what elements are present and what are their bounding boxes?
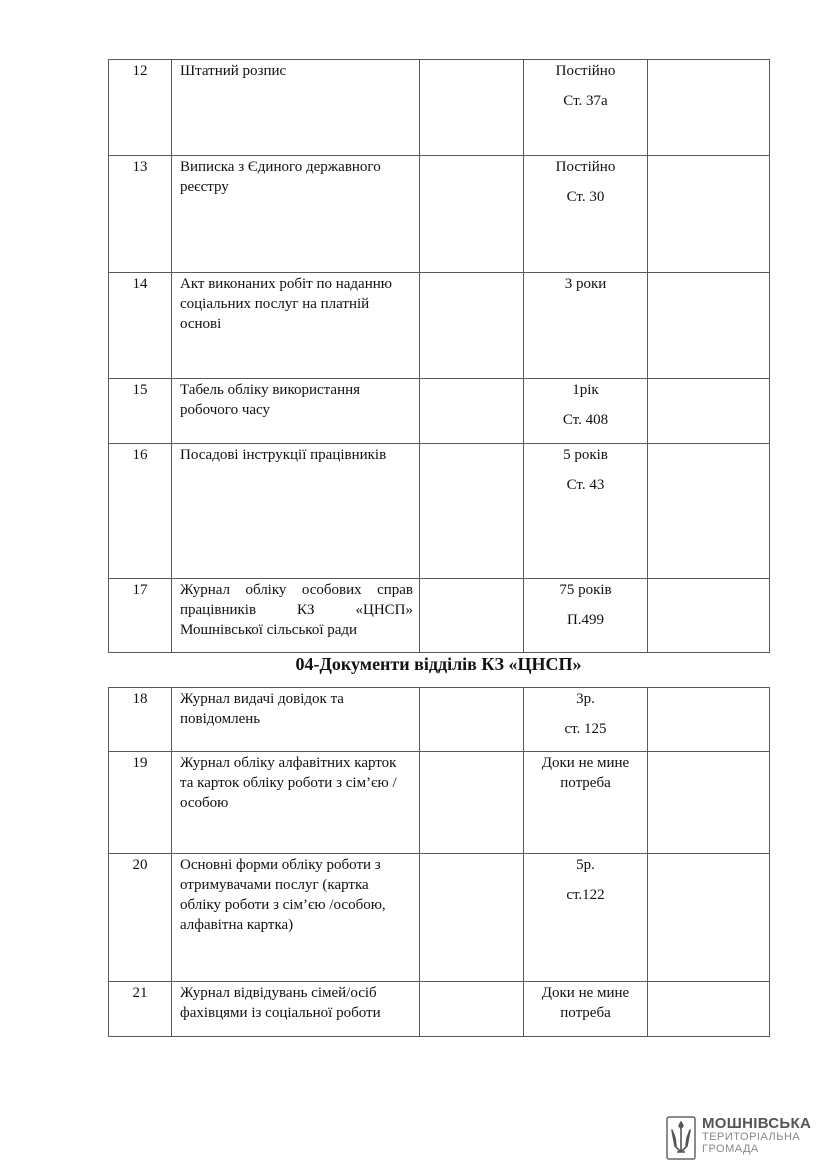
notes-cell: [648, 379, 770, 444]
table-row: [109, 273, 770, 379]
row-number: 17: [109, 579, 172, 653]
retention-cell: [524, 579, 648, 653]
empty-cell: [420, 379, 524, 444]
notes-cell: [648, 579, 770, 653]
document-title: Акт виконаних робіт по наданню соціальних послуг на платній основі: [172, 273, 420, 379]
row-number: 18: [109, 688, 172, 752]
retention-term: Доки не мине потреба: [541, 985, 630, 1021]
retention-term: 5р.: [576, 857, 595, 873]
row-number: 20: [109, 854, 172, 982]
retention-cell: [524, 688, 648, 752]
retention-cell: [524, 982, 648, 1037]
logo-subtitle-2: ГРОМАДА: [702, 1143, 759, 1155]
document-title: Посадові інструкції працівників: [172, 444, 420, 579]
records-table-top: [108, 59, 770, 653]
retention-term: 5 років: [563, 447, 608, 463]
document-title: Виписка з Єдиного державного реєстру: [172, 156, 420, 273]
document-title: Журнал відвідувань сімей/осіб фахівцями із соціальної роботи: [172, 982, 420, 1037]
document-title: Табель обліку використання робочого часу: [172, 379, 420, 444]
empty-cell: [420, 982, 524, 1037]
retention-article: Ст. 43: [566, 477, 605, 493]
notes-cell: [648, 752, 770, 854]
notes-cell: [648, 60, 770, 156]
row-number: 19: [109, 752, 172, 854]
section-heading: 04-Документи відділів КЗ «ЦНСП»: [295, 654, 582, 674]
trident-icon: [666, 1116, 696, 1160]
empty-cell: [420, 60, 524, 156]
retention-cell: [524, 379, 648, 444]
retention-article: П.499: [566, 612, 605, 628]
table-row: [109, 379, 770, 444]
retention-article: Ст. 30: [566, 189, 605, 205]
table-row: [109, 688, 770, 752]
row-number: 12: [109, 60, 172, 156]
row-number: 13: [109, 156, 172, 273]
retention-article: Ст. 37а: [563, 93, 608, 109]
empty-cell: [420, 854, 524, 982]
empty-cell: [420, 156, 524, 273]
community-logo: [666, 1116, 816, 1162]
retention-article: ст.122: [566, 887, 605, 903]
notes-cell: [648, 444, 770, 579]
retention-cell: [524, 444, 648, 579]
notes-cell: [648, 854, 770, 982]
records-table-bottom: [108, 687, 770, 1037]
empty-cell: [420, 273, 524, 379]
retention-term: 3р.: [576, 691, 595, 707]
retention-term: Постійно: [555, 63, 616, 79]
table-row: [109, 156, 770, 273]
logo-name: МОШНІВСЬКА: [702, 1115, 812, 1132]
retention-cell: [524, 156, 648, 273]
document-title: Журнал обліку алфавітних карток та карток обліку роботи з сім’єю /особою: [172, 752, 420, 854]
retention-term: 3 роки: [564, 276, 607, 292]
notes-cell: [648, 688, 770, 752]
document-title: Журнал обліку особових справ працівників КЗ «ЦНСП» Мошнівської сільської ради: [172, 579, 420, 653]
retention-article: Ст. 408: [562, 412, 609, 428]
row-number: 14: [109, 273, 172, 379]
retention-cell: [524, 60, 648, 156]
table-row: [109, 752, 770, 854]
table-row: [109, 579, 770, 653]
retention-term: 1рік: [572, 382, 599, 398]
retention-cell: [524, 854, 648, 982]
logo-subtitle-1: ТЕРИТОРІАЛЬНА: [702, 1131, 801, 1143]
document-title: Основні форми обліку роботи з отримувачами послуг (картка обліку роботи з сім’єю /особою, алфавітна картка): [172, 854, 420, 982]
notes-cell: [648, 982, 770, 1037]
retention-term: 75 років: [559, 582, 612, 598]
document-title: Штатний розпис: [172, 60, 420, 156]
row-number: 15: [109, 379, 172, 444]
retention-term: Доки не мине потреба: [541, 755, 630, 791]
empty-cell: [420, 688, 524, 752]
table-row: [109, 60, 770, 156]
table-row: [109, 444, 770, 579]
empty-cell: [420, 444, 524, 579]
empty-cell: [420, 752, 524, 854]
notes-cell: [648, 156, 770, 273]
retention-term: Постійно: [555, 159, 616, 175]
retention-cell: [524, 752, 648, 854]
document-title: Журнал видачі довідок та повідомлень: [172, 688, 420, 752]
table-row: [109, 982, 770, 1037]
row-number: 21: [109, 982, 172, 1037]
table-row: [109, 854, 770, 982]
retention-cell: [524, 273, 648, 379]
retention-article: ст. 125: [564, 721, 607, 737]
row-number: 16: [109, 444, 172, 579]
empty-cell: [420, 579, 524, 653]
notes-cell: [648, 273, 770, 379]
